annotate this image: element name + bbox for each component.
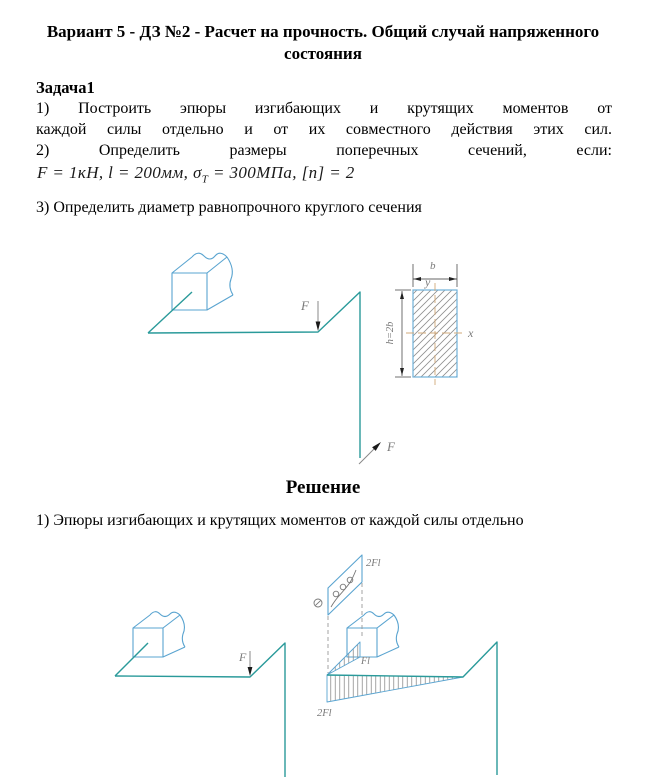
bending-moment-plots [317,642,463,719]
moment-plot-large [327,675,463,702]
task-item2: 2) Определить размеры поперечных сечений, если: [36,142,612,159]
force-label: F [239,650,247,664]
moment-small-label: Fl [361,656,370,667]
task-item1-line2: каждой силы отдельно и от их совместного действия этих сил. [36,121,612,138]
page-title-line1: Вариант 5 - ДЗ №2 - Расчет на прочность. Общий случай напряженного [46,22,600,41]
formula-pre: F = 1кН, l = 200мм, σ [37,163,202,182]
page-title [20,21,626,65]
frame-axis [115,643,285,777]
section-width-label: b [430,260,436,272]
formula-post: = 300МПа, [n] = 2 [208,163,355,182]
axis-y-label: y [425,275,431,289]
moment-diagrams [0,548,646,780]
force-arrow [238,650,252,676]
frame-axis [148,292,360,458]
solution-heading: Решение [285,477,361,498]
solution-item1: 1) Эпюры изгибающих и крутящих моментов от каждой силы отдельно [36,512,524,529]
task-heading: Задача1 [36,78,95,97]
moment-large-label: 2Fl [317,708,332,719]
section-height-label: h=2b [385,321,396,345]
frame-scheme-diagram [0,245,646,477]
torsion-value-label: 2Fl [366,558,381,569]
moment-plot-small [327,642,360,675]
given-values-formula [37,163,355,185]
force-arrow-bottom [359,439,396,464]
sign-icon [314,599,322,607]
frame-axis [327,642,497,775]
page-title-line2: состояния [284,44,362,63]
task-item1-line1: 1) Построить эпюры изгибающих и крутящих моментов от [36,100,612,117]
task-item3: 3) Определить диаметр равнопрочного круглого сечения [36,199,422,216]
axis-x-label: x [468,326,474,340]
cross-section [385,260,474,385]
formula-subscript: Т [201,173,209,186]
force-label-top: F [301,298,309,313]
force-label-bottom: F [387,439,395,454]
force-arrow-top [300,298,320,331]
